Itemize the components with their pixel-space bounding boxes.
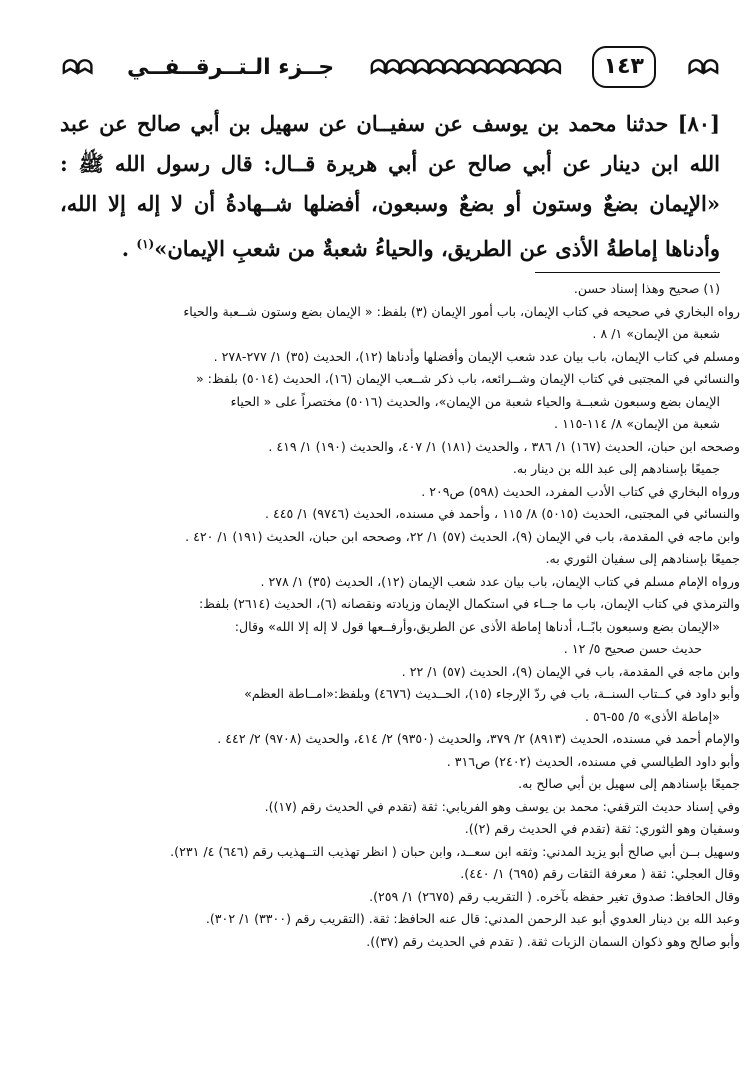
hadith-end: . — [121, 236, 137, 261]
footnote-line: ورواه البخاري في كتاب الأدب المفرد، الحديث (٥٩٨) ص٢٠٩ . — [421, 483, 740, 499]
footnote-line: ومسلم في كتاب الإيمان، باب بيان عدد شعب الإيمان وأفضلها وأدناها (١٢)، الحديث (٣٥) ١/ ٢٧٧-٢٧٨ . — [213, 348, 740, 364]
footnote-line: حديث حسن صحيح ٥/ ١٢ . — [563, 641, 702, 656]
hadith-text — [60, 104, 720, 269]
footnote-line: (١) صحيح وهذا إسناد حسن. — [573, 281, 720, 296]
footnote-line: جميعًا بإسنادهم إلى سفيان الثوري به. — [545, 551, 740, 566]
header-ornament-right: ᗣᗣ — [687, 55, 717, 79]
footnote-line: شعبة من الإيمان» ١/ ٨ . — [592, 326, 720, 341]
page-number: ١٤٣ — [592, 46, 656, 88]
header-ornament-middle: ᗣᗣᗣᗣᗣᗣᗣᗣᗣᗣᗣᗣᗣ — [369, 55, 560, 79]
footnote-line: والنسائي في المجتبى في كتاب الإيمان وشــرائعه، باب ذكر شــعب الإيمان (١٦)، الحديث (٥٠١٤) بلفظ: « — [195, 371, 740, 386]
footnote-line: والترمذي في كتاب الإيمان، باب ما جــاء في استكمال الإيمان وزيادته ونقصانه (٦)، الحديث (٢٦١٤) بلفظ: — [198, 596, 740, 611]
footnote-line: شعبة من الإيمان» ٨/ ١١٤-١١٥ . — [554, 416, 720, 431]
footnote-line: وعبد الله بن دينار العدوي أبو عبد الرحمن المدني: قال عنه الحافظ: ثقة. (التقريب رقم (٣٣٠٠) ١/ ٣٠٢). — [205, 911, 740, 926]
footnote-line: ورواه الإمام مسلم في كتاب الإيمان، باب بيان عدد شعب الإيمان (١٢)، الحديث (٣٥) ١/ ٢٧٨ . — [260, 573, 740, 589]
footnote-line: وأبو داود في كــتاب السنــة، باب في ردّ الإرجاء (١٥)، الحــديث (٤٦٧٦) وبلفظ:«امــاطة العظم» — [244, 686, 740, 701]
footnote-line: «إماطة الأذى» ٥/ ٥٥-٥٦ . — [584, 708, 720, 724]
hadith-line-4: الطريق، والحياءُ شعبةٌ من شعبِ الإيمان» — [154, 236, 513, 261]
footnote-divider — [535, 272, 720, 273]
footnote-line: والإمام أحمد في مسنده، الحديث (٨٩١٣) ٢/ ٣٧٩، والحديث (٩٣٥٠) ٢/ ٤١٤، والحديث (٩٧٠٨) ٢/ ٤٤٢ . — [217, 731, 740, 746]
footnotes — [58, 278, 740, 953]
footnote-line: «الإيمان بضع وسبعون بابًــا، أدناها إماطة الأذى عن الطريق،وأرفــعها قول لا إله إلا الله» وقال: — [234, 618, 720, 634]
footnote-line: وقال العجلي: ثقة ( معرفة الثقات رقم (٦٩٥) ١/ ٤٤٠). — [460, 866, 740, 881]
footnote-line: الإيمان بضع وسبعون شعبــة والحياء شعبة من الإيمان»، والحديث (٥٠١٦) مختصراً على « الحياء — [230, 393, 720, 409]
hadith-line-2: ابن دينار عن أبي صالح عن أبي هريرة قــال: قال رسول الله ﷺ : «الإيمان بضعٌ — [60, 151, 720, 216]
hadith-number: [٨٠] — [677, 111, 721, 136]
footnote-line: وقال الحافظ: صدوق تغير حفظه بآخره. ( التقريب رقم (٢٦٧٥) ١/ ٢٥٩). — [369, 888, 740, 904]
footnote-line: وسفيان وهو الثوري: ثقة (تقدم في الحديث رقم (٢)). — [464, 821, 740, 836]
footnote-line: وأبو داود الطيالسي في مسنده، الحديث (٢٤٠٢) ص٣١٦ . — [446, 753, 740, 769]
header-ornament-left: ᗣᗣ — [62, 55, 92, 79]
footnote-line: جميعًا بإسنادهم إلى عبد الله بن دينار به. — [512, 461, 720, 476]
running-title: جــزء الـتــرقــفــي — [127, 54, 335, 80]
footnote-reference: (١) — [136, 237, 155, 251]
footnote-line: وصححه ابن حبان، الحديث (١٦٧) ١/ ٣٨٦ ، والحديث (١٨١) ١/ ٤٠٧، والحديث (١٩٠) ١/ ٤١٩ . — [268, 438, 740, 454]
footnote-line: جميعًا بإسنادهم إلى سهيل بن أبي صالح به. — [518, 776, 740, 791]
footnote-line: والنسائي في المجتبى، الحديث (٥٠١٥) ٨/ ١١٥ ، وأحمد في مسنده، الحديث (٩٧٤٦) ١/ ٤٤٥ . — [265, 506, 740, 521]
footnote-line: وابن ماجه في المقدمة، باب في الإيمان (٩)، الحديث (٥٧) ١/ ٢٢ . — [401, 663, 740, 679]
footnote-line: وأبو صالح وهو ذكوان السمان الزيات ثقة. ( تقدم في الحديث رقم (٣٧)). — [366, 933, 740, 949]
footnote-line: رواه البخاري في صحيحه في كتاب الإيمان، باب أمور الإيمان (٣) بلفظ: « الإيمان بضع وستون شــعبة والحياء — [183, 303, 740, 319]
hadith-line-1: حدثنا محمد بن يوسف عن سفيــان عن سهيل بن أبي صالح عن عبد الله — [60, 111, 721, 176]
page-header — [62, 42, 717, 92]
footnote-line: وسهيل بــن أبي صالح أبو يزيد المدني: وثقه ابن سعــد، وابن حبان ( انظر تهذيب التــهذيب رقم (٦٤٦) ٤/ ٢٣١). — [170, 843, 740, 859]
hadith-line-3: وستون أو بضعٌ وسبعون، أفضلها شــهادةُ أن لا إله إلا الله، وأدناها إماطةُ الأذى عن — [60, 191, 720, 261]
footnote-line: وابن ماجه في المقدمة، باب في الإيمان (٩)، الحديث (٥٧) ١/ ٢٢، وصححه ابن حبان، الحديث (١٩١) ١/ ٤٢٠ . — [185, 528, 740, 544]
footnote-line: وفي إسناد حديث الترقفي: محمد بن يوسف وهو الفريابي: ثقة (تقدم في الحديث رقم (١٧)). — [264, 798, 740, 814]
